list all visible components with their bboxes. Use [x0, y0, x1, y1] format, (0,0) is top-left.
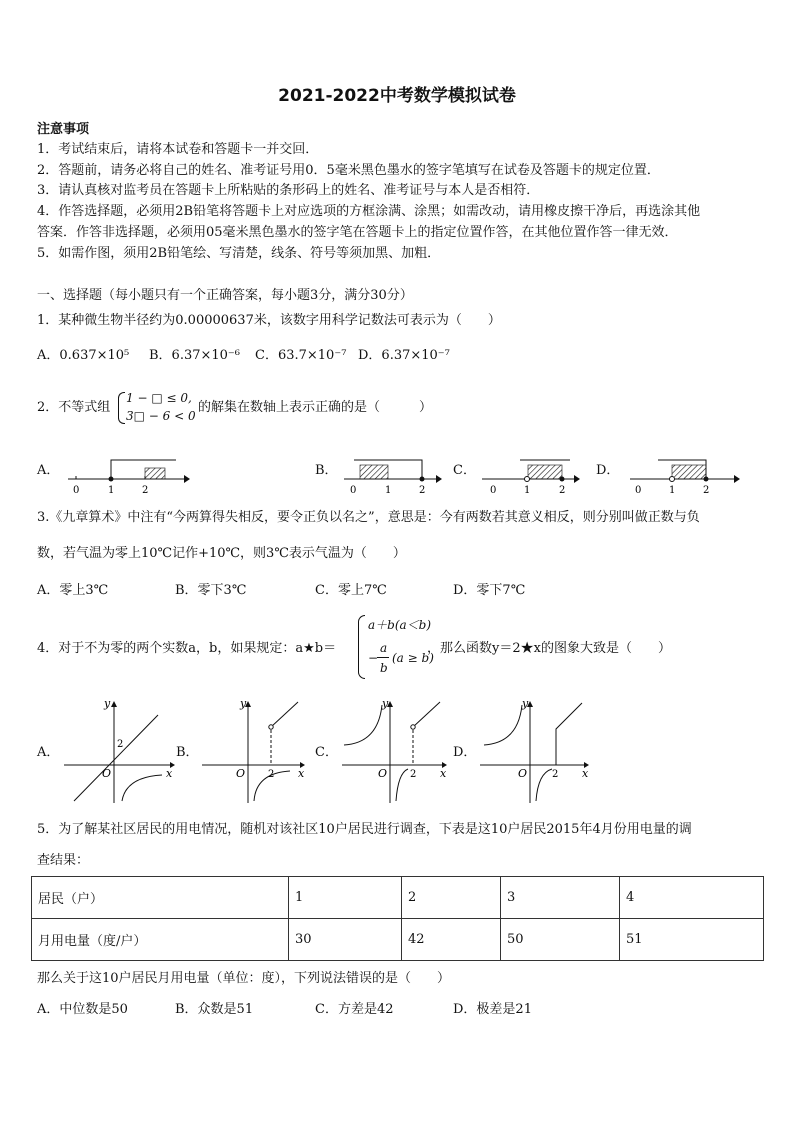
question-5-line2: 查结果：: [37, 853, 90, 868]
axis-label-y: y: [104, 697, 111, 710]
shaded-region: [145, 468, 165, 479]
axis-label-y: y: [522, 697, 529, 710]
q2-option-a-label[interactable]: A．: [37, 463, 60, 478]
arrow-icon: [734, 475, 740, 483]
graph-c: [340, 697, 450, 805]
q5-option-a[interactable]: A．中位数是50: [37, 1002, 128, 1017]
q3-option-a[interactable]: A．零上3℃: [37, 583, 109, 598]
case-2-condition: (a ≥ b): [392, 651, 434, 665]
tick-label: 0: [490, 485, 497, 496]
arrow-icon: [184, 475, 190, 483]
case-1: a＋b(a＜b): [368, 618, 432, 632]
table-cell: 30: [289, 919, 402, 961]
q2-option-d-label[interactable]: D．: [596, 463, 620, 478]
q4-option-d-label[interactable]: D．: [453, 745, 477, 760]
shaded-region: [360, 465, 388, 479]
number-line-c: [480, 455, 580, 497]
function-curve: [484, 705, 522, 745]
question-2-stem-suffix: 的解集在数轴上表示正确的是（ ）: [198, 400, 433, 415]
arrow-icon: [574, 475, 580, 483]
notice-item: 4．作答选择题，必须用2B铅笔将答题卡上对应选项的方框涂满、涂黑；如需改动，请用橡皮擦干净后，再选涂其他: [37, 204, 701, 219]
case-2-minus: −: [368, 651, 379, 665]
question-3-line2: 数，若气温为零上10℃记作+10℃，则3℃表示气温为（ ）: [37, 546, 406, 561]
question-5-question: 那么关于这10户居民月用电量（单位：度），下列说法错误的是（ ）: [37, 971, 451, 986]
solid-dot: [420, 477, 425, 482]
solution-bracket: [111, 460, 176, 479]
hollow-dot: [411, 725, 415, 729]
arrow-icon: [111, 701, 117, 707]
tick-label: 1: [385, 485, 392, 496]
table-cell: 2: [402, 877, 501, 919]
page-title: 2021-2022中考数学模拟试卷: [278, 86, 516, 106]
table-cell: 42: [402, 919, 501, 961]
function-curve: [344, 705, 382, 745]
origin-label: O: [236, 767, 246, 780]
number-line-b: [342, 455, 442, 497]
notice-heading: 注意事项: [37, 122, 90, 137]
table-cell: 51: [620, 919, 764, 961]
case-2-denominator: b: [380, 661, 388, 675]
origin-label: O: [102, 767, 112, 780]
function-curve: [536, 769, 552, 801]
origin-label: O: [518, 767, 528, 780]
axis-label-y: y: [240, 697, 247, 710]
tick-label: 2: [142, 485, 149, 496]
question-2-stem-prefix: 2．不等式组: [37, 400, 111, 415]
table-header-cell: 居民（户）: [32, 877, 289, 919]
hollow-dot: [670, 477, 675, 482]
function-line: [413, 702, 440, 727]
q4-option-c-label[interactable]: C．: [315, 745, 338, 760]
tick-label: 1: [524, 485, 531, 496]
axis-label-x: x: [298, 767, 305, 780]
question-3-line1: 3.《九章算术》中注有“今两算得失相反，要令正负以名之”，意思是：今有两数若其意义相反，则分别叫做正数与负: [37, 510, 700, 525]
origin-label: O: [378, 767, 388, 780]
q1-option-c[interactable]: C．63.7×10⁻⁷: [255, 348, 347, 363]
intercept-label: 2: [117, 739, 124, 750]
solid-dot: [704, 477, 709, 482]
q4-option-b-label[interactable]: B．: [176, 745, 199, 760]
notice-item: 2．答题前，请务必将自己的姓名、准考证号用0．5毫米黑色墨水的签字笔填写在试卷及答题卡的规定位置．: [37, 163, 660, 178]
q5-option-c[interactable]: C．方差是42: [315, 1002, 394, 1017]
notice-item: 5．如需作图，须用2B铅笔绘、写清楚，线条、符号等须加黑、加粗．: [37, 246, 441, 261]
solid-dot: [560, 477, 565, 482]
q5-option-d[interactable]: D．极差是21: [453, 1002, 532, 1017]
q1-option-b[interactable]: B．6.37×10⁻⁶: [149, 348, 241, 363]
q3-option-d[interactable]: D．零下7℃: [453, 583, 526, 598]
axis-label-y: y: [382, 697, 389, 710]
intercept-label: 2: [268, 769, 275, 780]
tick-label: 1: [108, 485, 115, 496]
table-cell: 50: [501, 919, 620, 961]
shaded-region: [528, 465, 562, 479]
function-curve: [396, 769, 408, 801]
arrow-icon: [436, 475, 442, 483]
tick-label: 0: [73, 485, 80, 496]
notice-item: 答案．作答非选择题，必须用05毫米黑色墨水的签字笔在答题卡上的指定位置作答，在其他位置作答一律无效．: [37, 225, 678, 240]
number-line-d: [628, 455, 740, 497]
graph-b: [200, 697, 308, 805]
axis-label-x: x: [166, 767, 173, 780]
tick-label: 0: [350, 485, 357, 496]
q2-option-b-label[interactable]: B．: [315, 463, 338, 478]
function-line: [556, 703, 582, 765]
q4-option-a-label[interactable]: A．: [37, 745, 60, 760]
inequality-1: 1 − □ ≤ 0,: [126, 391, 192, 405]
hollow-dot: [269, 725, 273, 729]
system-brace: [118, 392, 125, 424]
table-row: [32, 877, 764, 919]
question-1-stem: 1．某种微生物半径约为0.00000637米，该数字用科学记数法可表示为（ ）: [37, 313, 501, 328]
notice-item: 3．请认真核对监考员在答题卡上所粘贴的条形码上的姓名、准考证号与本人是否相符．: [37, 183, 540, 198]
fraction-bar: [377, 657, 389, 658]
hollow-dot: [525, 477, 530, 482]
q3-option-c[interactable]: C．零上7℃: [315, 583, 387, 598]
axis-label-x: x: [440, 767, 447, 780]
tick-label: 1: [669, 485, 676, 496]
tick-label: 0: [635, 485, 642, 496]
q1-option-a[interactable]: A．0.637×10⁵: [37, 348, 130, 363]
tick-label: 2: [703, 485, 710, 496]
piecewise-brace: [358, 615, 365, 679]
case-2-numerator: a: [380, 641, 388, 655]
usage-table: [31, 876, 764, 961]
table-row: [32, 919, 764, 961]
graph-a: [62, 697, 176, 805]
q5-option-b[interactable]: B．众数是51: [175, 1002, 254, 1017]
function-line: [74, 715, 158, 801]
number-line-a: [66, 455, 190, 497]
q3-option-b[interactable]: B．零下3℃: [175, 583, 247, 598]
question-4-stem-prefix: 4．对于不为零的两个实数a，b，如果规定：a★b＝: [37, 641, 337, 656]
notice-item: 1．考试结束后，请将本试卷和答题卡一并交回．: [37, 142, 319, 157]
q2-option-c-label[interactable]: C．: [453, 463, 476, 478]
table-cell: 4: [620, 877, 764, 919]
graph-d: [478, 697, 592, 805]
intercept-label: 2: [410, 769, 417, 780]
question-5-line1: 5．为了解某社区居民的用电情况，随机对该社区10户居民进行调查，下表是这10户居民2015年4月份用电量的调: [37, 822, 692, 837]
function-line: [271, 702, 298, 727]
table-cell: 1: [289, 877, 402, 919]
question-4-stem-suffix: ，那么函数y＝2★x的图象大致是（ ）: [427, 641, 671, 656]
q1-option-d[interactable]: D．6.37×10⁻⁷: [358, 348, 450, 363]
tick-label: 2: [419, 485, 426, 496]
table-cell: 3: [501, 877, 620, 919]
section-heading: 一、选择题（每小题只有一个正确答案，每小题3分，满分30分）: [37, 288, 413, 303]
solid-dot: [109, 477, 114, 482]
shaded-region: [672, 465, 706, 479]
function-curve: [122, 775, 162, 801]
axis-label-x: x: [582, 767, 589, 780]
intercept-label: 2: [552, 769, 559, 780]
table-header-cell: 月用电量（度/户）: [32, 919, 289, 961]
inequality-2: 3□ − 6 < 0: [126, 409, 196, 423]
tick-label: 2: [559, 485, 566, 496]
